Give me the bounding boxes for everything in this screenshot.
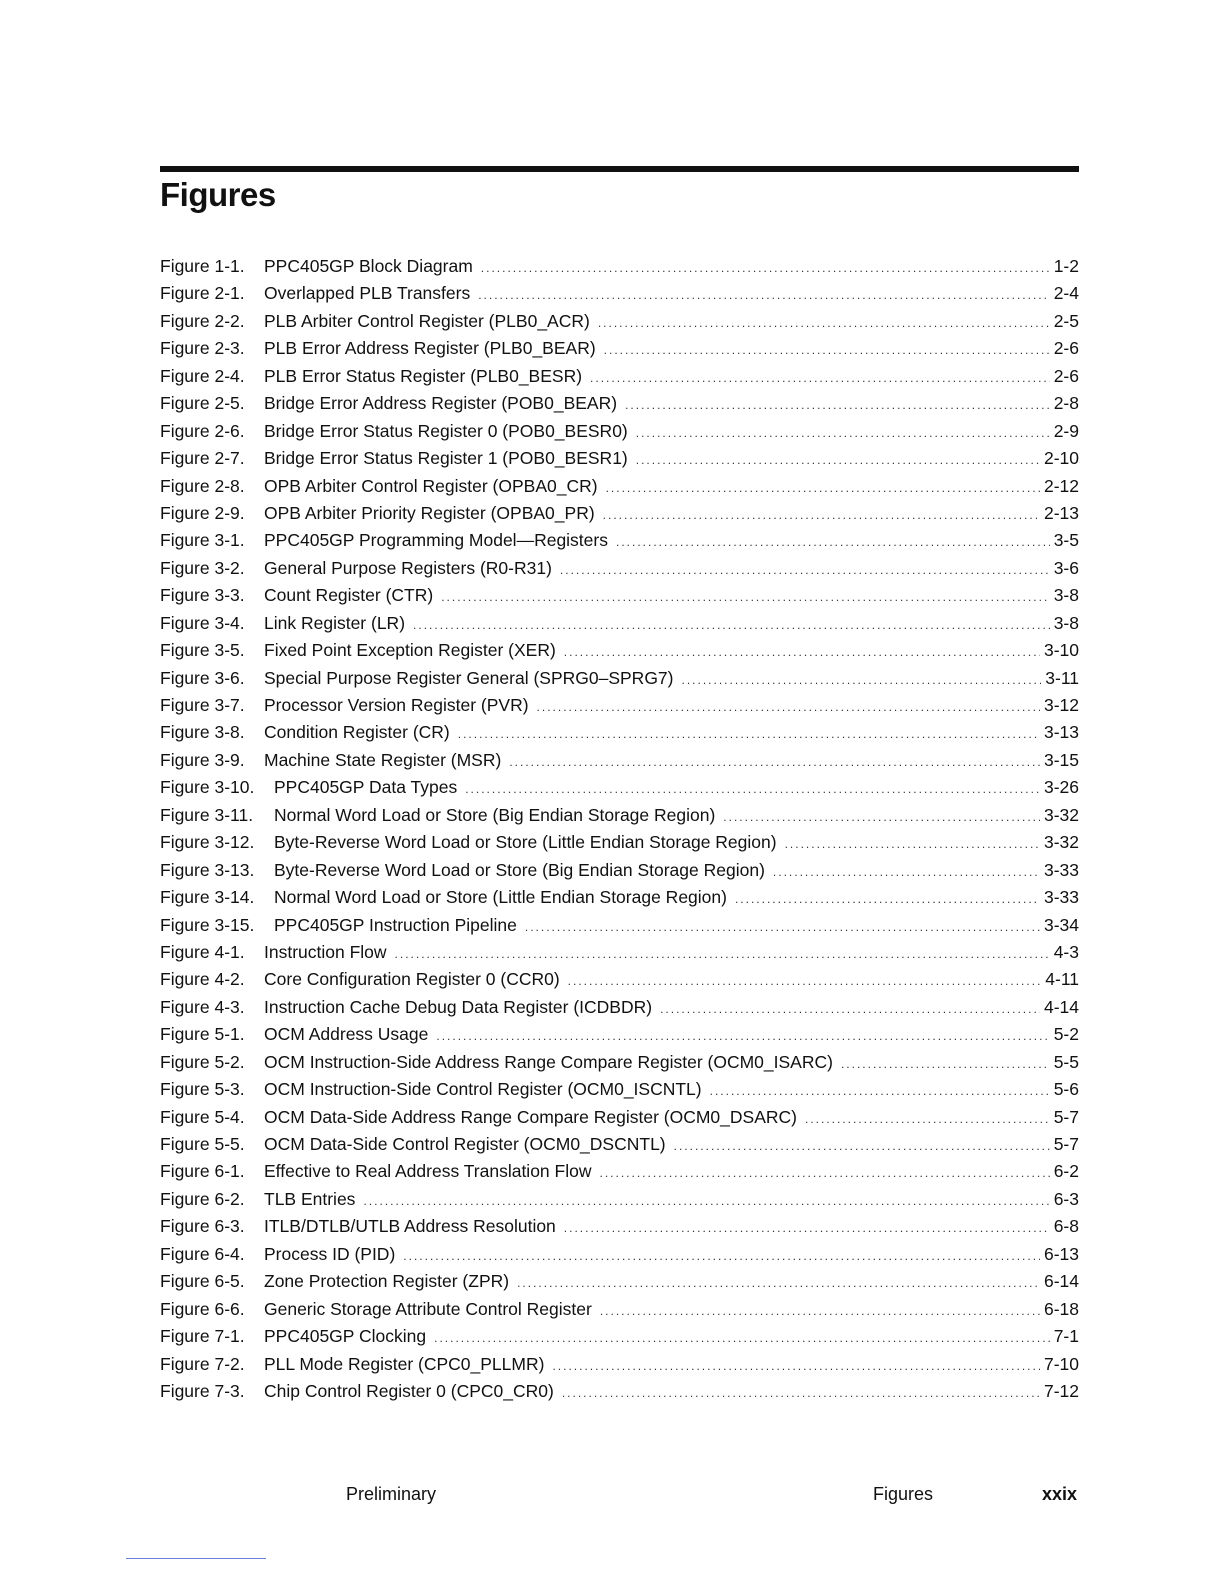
figure-title: Normal Word Load or Store (Big Endian Storage Region) [274, 804, 716, 825]
figure-title: Link Register (LR) [264, 612, 406, 633]
figure-title: Core Configuration Register 0 (CCR0) [264, 969, 560, 990]
figure-entry[interactable] [160, 1381, 1079, 1408]
figure-title: Instruction Flow [264, 941, 387, 962]
figure-title: Chip Control Register 0 (CPC0_CR0) [264, 1380, 554, 1401]
figure-page: 2-12 [1043, 475, 1079, 496]
figure-number: Figure 4-3. [160, 996, 245, 1017]
dot-leader [564, 645, 1040, 659]
figure-page: 2-6 [1053, 365, 1079, 386]
figure-page: 2-13 [1043, 502, 1079, 523]
figure-entry[interactable] [160, 640, 1079, 667]
figure-page: 6-18 [1043, 1298, 1079, 1319]
figure-entry[interactable] [160, 695, 1079, 722]
figure-entry[interactable] [160, 366, 1079, 393]
figure-number: Figure 3-11. [160, 804, 254, 825]
footer-section: Figures [873, 1484, 934, 1504]
figure-number: Figure 3-13. [160, 859, 255, 880]
figure-entry[interactable] [160, 750, 1079, 777]
figure-page: 7-1 [1053, 1326, 1079, 1347]
figure-page: 7-10 [1043, 1353, 1079, 1374]
figure-title: PLB Arbiter Control Register (PLB0_ACR) [264, 310, 590, 331]
figure-entry[interactable] [160, 668, 1079, 695]
figure-number: Figure 7-3. [160, 1380, 245, 1401]
figure-title: Machine State Register (MSR) [264, 749, 502, 770]
figure-page: 4-11 [1045, 969, 1079, 990]
figure-number: Figure 3-3. [160, 585, 245, 606]
figure-title: PLL Mode Register (CPC0_PLLMR) [264, 1353, 545, 1374]
figure-page: 5-2 [1053, 1024, 1079, 1045]
figure-list [160, 256, 1079, 1408]
figure-page: 4-3 [1053, 941, 1079, 962]
figure-number: Figure 2-3. [160, 338, 245, 359]
dot-leader [636, 453, 1040, 467]
bottom-divider [126, 1558, 266, 1559]
figure-number: Figure 7-2. [160, 1353, 245, 1374]
figure-title: Condition Register (CR) [264, 722, 450, 743]
figure-title: Processor Version Register (PVR) [264, 695, 529, 715]
figure-number: Figure 4-2. [160, 969, 245, 990]
figure-number: Figure 6-3. [160, 1216, 245, 1237]
footer-page-number: xxix [1042, 1484, 1078, 1504]
figure-number: Figure 3-7. [160, 695, 245, 715]
figure-title: Overlapped PLB Transfers [264, 283, 471, 304]
dot-leader [517, 1276, 1040, 1290]
figure-number: Figure 6-5. [160, 1271, 245, 1292]
figure-entry[interactable] [160, 311, 1079, 338]
figure-entry[interactable] [160, 1326, 1079, 1353]
figure-title: Process ID (PID) [264, 1243, 396, 1264]
figure-page: 2-8 [1053, 393, 1079, 414]
figure-title: Special Purpose Register General (SPRG0–SPRG7) [264, 667, 674, 688]
dot-leader [560, 563, 1050, 577]
figure-entry[interactable] [160, 805, 1079, 832]
dot-leader [564, 1221, 1050, 1235]
figure-title: PLB Error Address Register (PLB0_BEAR) [264, 338, 596, 359]
dot-leader [478, 288, 1049, 302]
figure-page: 6-3 [1053, 1188, 1079, 1209]
figure-title: OCM Data-Side Control Register (OCM0_DSCNTL) [264, 1134, 666, 1154]
figure-page: 7-12 [1043, 1380, 1079, 1401]
figure-entry[interactable] [160, 1271, 1079, 1298]
figure-number: Figure 3-4. [160, 612, 245, 633]
dot-leader [458, 727, 1040, 741]
figure-page: 3-10 [1043, 640, 1079, 661]
figure-title: PPC405GP Clocking [264, 1326, 427, 1347]
dot-leader [537, 700, 1040, 714]
figure-entry[interactable] [160, 1161, 1079, 1188]
figure-number: Figure 2-5. [160, 393, 245, 414]
figure-page: 3-12 [1043, 695, 1079, 715]
dot-leader [616, 535, 1050, 549]
dot-leader [600, 1304, 1040, 1318]
figure-page: 6-14 [1043, 1271, 1079, 1292]
figure-entry[interactable] [160, 393, 1079, 420]
dot-leader [636, 426, 1050, 440]
figure-number: Figure 2-1. [160, 283, 245, 304]
figure-page: 3-15 [1043, 749, 1079, 770]
figure-page: 6-2 [1053, 1161, 1079, 1182]
figure-entry[interactable] [160, 1107, 1079, 1134]
dot-leader [441, 590, 1049, 604]
dot-leader [805, 1112, 1050, 1126]
figure-page: 2-6 [1053, 338, 1079, 359]
figure-title: OPB Arbiter Priority Register (OPBA0_PR) [264, 502, 595, 523]
figure-title: Count Register (CTR) [264, 585, 434, 606]
figure-number: Figure 2-4. [160, 365, 245, 386]
figure-entry[interactable] [160, 1354, 1079, 1381]
figure-entry[interactable] [160, 997, 1079, 1024]
figure-title: TLB Entries [264, 1188, 356, 1209]
dot-leader [625, 398, 1050, 412]
dot-leader [363, 1194, 1049, 1208]
figure-title: OCM Address Usage [264, 1024, 429, 1045]
dot-leader [606, 481, 1040, 495]
figure-title: Fixed Point Exception Register (XER) [264, 640, 556, 661]
dot-leader [509, 755, 1040, 769]
figure-entry[interactable] [160, 503, 1079, 530]
figure-page: 3-13 [1043, 722, 1079, 743]
figure-number: Figure 6-6. [160, 1298, 245, 1319]
figure-title: Effective to Real Address Translation Flow [264, 1161, 592, 1182]
figure-entry[interactable] [160, 1134, 1079, 1161]
figure-number: Figure 6-1. [160, 1161, 245, 1182]
figure-entry[interactable] [160, 448, 1079, 475]
figure-number: Figure 3-10. [160, 777, 255, 798]
figure-page: 1-2 [1053, 256, 1079, 276]
dot-leader [603, 508, 1040, 522]
dot-leader [481, 261, 1050, 275]
figure-entry[interactable] [160, 860, 1079, 887]
dot-leader [735, 892, 1040, 906]
figure-title: Bridge Error Status Register 1 (POB0_BESR1) [264, 448, 628, 469]
figure-number: Figure 5-5. [160, 1134, 245, 1154]
figure-page: 3-5 [1053, 530, 1079, 551]
figure-page: 6-13 [1043, 1243, 1079, 1264]
figure-number: Figure 7-1. [160, 1326, 245, 1347]
figure-title: Normal Word Load or Store (Little Endian Storage Region) [274, 887, 727, 908]
figure-number: Figure 1-1. [160, 256, 245, 276]
figure-number: Figure 2-9. [160, 502, 245, 523]
figure-title: OPB Arbiter Control Register (OPBA0_CR) [264, 475, 598, 496]
figure-entry[interactable] [160, 915, 1079, 942]
figure-page: 5-7 [1053, 1134, 1079, 1154]
figure-title: PLB Error Status Register (PLB0_BESR) [264, 365, 583, 386]
figure-number: Figure 3-8. [160, 722, 245, 743]
figure-title: PPC405GP Instruction Pipeline [274, 914, 517, 935]
figure-title: Zone Protection Register (ZPR) [264, 1271, 510, 1292]
figure-title: OCM Instruction-Side Address Range Compare Register (OCM0_ISARC) [264, 1051, 833, 1072]
figure-number: Figure 3-5. [160, 640, 245, 661]
figure-number: Figure 3-2. [160, 557, 245, 578]
figure-title: General Purpose Registers (R0-R31) [264, 557, 552, 578]
figure-entry[interactable] [160, 338, 1079, 365]
figure-page: 5-7 [1053, 1106, 1079, 1127]
figure-number: Figure 2-7. [160, 448, 245, 469]
dot-leader [674, 1139, 1050, 1153]
figure-page: 3-32 [1043, 832, 1079, 853]
dot-leader [598, 316, 1050, 330]
figure-title: Generic Storage Attribute Control Register [264, 1298, 592, 1319]
figure-title: Bridge Error Status Register 0 (POB0_BESR0) [264, 420, 628, 441]
figure-number: Figure 5-3. [160, 1079, 245, 1100]
figure-entry[interactable] [160, 613, 1079, 640]
figure-number: Figure 5-4. [160, 1106, 245, 1127]
figure-title: OCM Instruction-Side Control Register (OCM0_ISCNTL) [264, 1079, 702, 1100]
figure-title: Instruction Cache Debug Data Register (ICDBDR) [264, 996, 653, 1017]
dot-leader [434, 1331, 1050, 1345]
figure-number: Figure 3-15. [160, 914, 255, 935]
figure-number: Figure 5-1. [160, 1024, 245, 1045]
figure-number: Figure 5-2. [160, 1051, 245, 1072]
figure-entry[interactable] [160, 283, 1079, 310]
figure-title: PPC405GP Block Diagram [264, 256, 473, 276]
dot-leader [465, 782, 1040, 796]
figure-number: Figure 3-1. [160, 530, 245, 551]
figure-page: 3-32 [1043, 804, 1079, 825]
dot-leader [413, 618, 1050, 632]
dot-leader [710, 1084, 1050, 1098]
figure-page: 2-9 [1053, 420, 1079, 441]
figure-entry[interactable] [160, 476, 1079, 503]
figure-page: 3-34 [1043, 914, 1079, 935]
figure-title: ITLB/DTLB/UTLB Address Resolution [264, 1216, 556, 1237]
dot-leader [682, 673, 1042, 687]
dot-leader [436, 1029, 1049, 1043]
figure-entry[interactable] [160, 1299, 1079, 1326]
figure-page: 3-11 [1045, 667, 1079, 688]
figure-title: Byte-Reverse Word Load or Store (Big Endian Storage Region) [274, 859, 765, 880]
figure-number: Figure 2-6. [160, 420, 245, 441]
figure-title: Byte-Reverse Word Load or Store (Little Endian Storage Region) [274, 832, 777, 853]
figure-entry[interactable] [160, 1079, 1079, 1106]
figure-page: 3-33 [1043, 859, 1079, 880]
figure-page: 2-4 [1053, 283, 1079, 304]
figure-page: 3-6 [1053, 557, 1079, 578]
figure-number: Figure 2-2. [160, 310, 245, 331]
figure-entry[interactable] [160, 777, 1079, 804]
figure-entry[interactable] [160, 722, 1079, 749]
figure-entry[interactable] [160, 1189, 1079, 1216]
figure-number: Figure 3-14. [160, 887, 255, 908]
figure-page: 6-8 [1053, 1216, 1079, 1237]
figure-entry[interactable] [160, 1024, 1079, 1051]
dot-leader [773, 865, 1040, 879]
footer-status: Preliminary [346, 1484, 437, 1504]
dot-leader [604, 343, 1050, 357]
title-rule [160, 166, 1079, 172]
figure-number: Figure 6-2. [160, 1188, 245, 1209]
dot-leader [562, 1386, 1040, 1400]
figure-entry[interactable] [160, 942, 1079, 969]
figure-entry[interactable] [160, 558, 1079, 585]
dot-leader [660, 1002, 1040, 1016]
figure-page: 3-8 [1053, 585, 1079, 606]
figure-entry[interactable] [160, 887, 1079, 914]
figure-page: 3-33 [1043, 887, 1079, 908]
dot-leader [723, 810, 1040, 824]
figure-title: PPC405GP Data Types [274, 777, 458, 798]
figure-entry[interactable] [160, 421, 1079, 448]
figure-number: Figure 2-8. [160, 475, 245, 496]
figure-number: Figure 6-4. [160, 1243, 245, 1264]
figure-entry[interactable] [160, 1216, 1079, 1243]
figure-entry[interactable] [160, 530, 1079, 557]
figure-entry[interactable] [160, 256, 1079, 283]
page-title: Figures [160, 176, 276, 213]
figure-title: Bridge Error Address Register (POB0_BEAR) [264, 393, 618, 414]
dot-leader [599, 1166, 1049, 1180]
dot-leader [552, 1359, 1040, 1373]
figure-title: OCM Data-Side Address Range Compare Register (OCM0_DSARC) [264, 1106, 797, 1127]
figure-title: PPC405GP Programming Model—Registers [264, 530, 608, 551]
figure-page: 3-26 [1043, 777, 1079, 798]
dot-leader [568, 974, 1042, 988]
figure-entry[interactable] [160, 585, 1079, 612]
figure-entry[interactable] [160, 832, 1079, 859]
figure-page: 5-5 [1053, 1051, 1079, 1072]
figure-entry[interactable] [160, 1244, 1079, 1271]
dot-leader [395, 947, 1050, 961]
figure-number: Figure 3-12. [160, 832, 255, 853]
figure-page: 2-10 [1043, 448, 1079, 469]
figure-entry[interactable] [160, 1052, 1079, 1079]
figure-number: Figure 3-9. [160, 749, 245, 770]
dot-leader [590, 371, 1050, 385]
dot-leader [785, 837, 1040, 851]
figure-number: Figure 3-6. [160, 667, 245, 688]
dot-leader [841, 1057, 1050, 1071]
dot-leader [403, 1249, 1040, 1263]
figure-page: 2-5 [1053, 310, 1079, 331]
figure-entry[interactable] [160, 969, 1079, 996]
figure-page: 4-14 [1043, 996, 1079, 1017]
figure-number: Figure 4-1. [160, 941, 245, 962]
dot-leader [525, 920, 1040, 934]
figure-page: 3-8 [1053, 612, 1079, 633]
figure-page: 5-6 [1053, 1079, 1079, 1100]
